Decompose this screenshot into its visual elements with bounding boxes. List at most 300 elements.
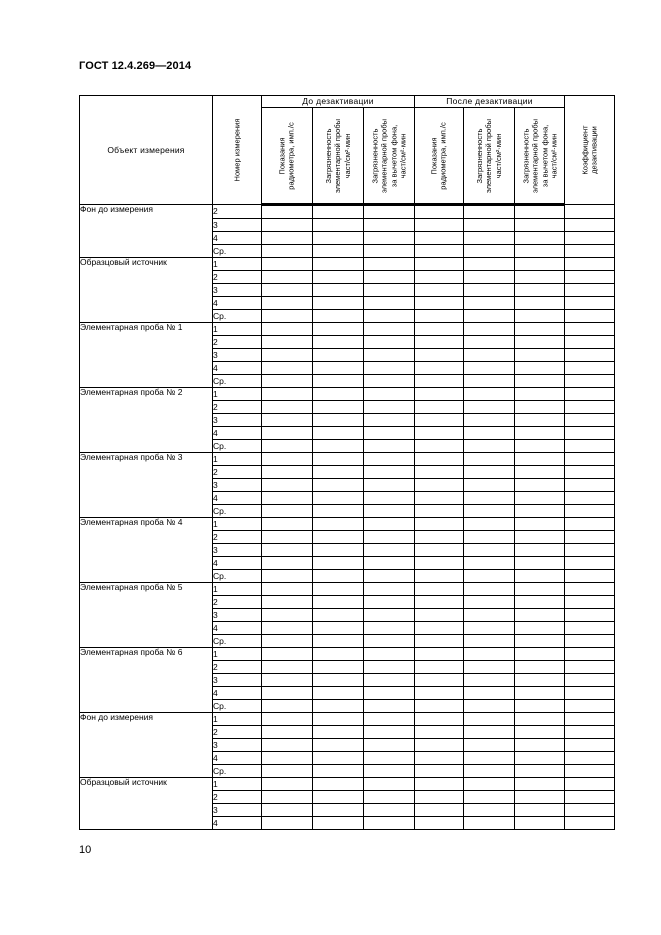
empty-value-cell (565, 752, 615, 765)
empty-value-cell (515, 661, 565, 674)
empty-value-cell (364, 336, 415, 349)
empty-value-cell (415, 297, 464, 310)
empty-value-cell (262, 661, 313, 674)
empty-value-cell (515, 674, 565, 687)
empty-value-cell (515, 323, 565, 336)
measurement-number-cell: 1 (213, 453, 262, 466)
empty-value-cell (464, 427, 515, 440)
empty-value-cell (464, 479, 515, 492)
empty-value-cell (515, 635, 565, 648)
empty-value-cell (464, 440, 515, 453)
empty-value-cell (364, 791, 415, 804)
empty-value-cell (415, 570, 464, 583)
empty-value-cell (515, 453, 565, 466)
empty-value-cell (364, 635, 415, 648)
empty-value-cell (262, 336, 313, 349)
empty-value-cell (515, 388, 565, 401)
empty-value-cell (262, 752, 313, 765)
empty-value-cell (565, 765, 615, 778)
empty-value-cell (464, 388, 515, 401)
header-coefficient-label: Коэффициент дезактивации (580, 125, 599, 175)
empty-value-cell (364, 622, 415, 635)
empty-value-cell (565, 726, 615, 739)
empty-value-cell (262, 518, 313, 531)
empty-value-cell (313, 427, 364, 440)
empty-value-cell (313, 401, 364, 414)
empty-value-cell (565, 674, 615, 687)
empty-value-cell (415, 219, 464, 232)
empty-value-cell (464, 271, 515, 284)
empty-value-cell (262, 778, 313, 791)
empty-value-cell (515, 596, 565, 609)
measurement-number-cell: 4 (213, 557, 262, 570)
empty-value-cell (262, 622, 313, 635)
measurement-number-cell: 3 (213, 219, 262, 232)
empty-value-cell (415, 349, 464, 362)
empty-value-cell (565, 440, 615, 453)
empty-value-cell (415, 765, 464, 778)
empty-value-cell (415, 232, 464, 245)
empty-value-cell (515, 414, 565, 427)
empty-value-cell (415, 804, 464, 817)
empty-value-cell (313, 609, 364, 622)
measurement-number-cell: 1 (213, 323, 262, 336)
empty-value-cell (565, 388, 615, 401)
empty-value-cell (464, 687, 515, 700)
empty-value-cell (313, 205, 364, 219)
empty-value-cell (515, 297, 565, 310)
measurement-number-cell: 3 (213, 739, 262, 752)
empty-value-cell (415, 557, 464, 570)
empty-value-cell (464, 609, 515, 622)
table-row (80, 778, 615, 791)
empty-value-cell (515, 752, 565, 765)
empty-value-cell (262, 310, 313, 323)
empty-value-cell (262, 531, 313, 544)
empty-value-cell (313, 492, 364, 505)
empty-value-cell (565, 492, 615, 505)
empty-value-cell (262, 635, 313, 648)
empty-value-cell (565, 687, 615, 700)
empty-value-cell (464, 401, 515, 414)
empty-value-cell (364, 401, 415, 414)
empty-value-cell (313, 388, 364, 401)
empty-value-cell (565, 414, 615, 427)
empty-value-cell (262, 258, 313, 271)
measurement-number-cell: 3 (213, 284, 262, 297)
empty-value-cell (515, 219, 565, 232)
empty-value-cell (364, 661, 415, 674)
empty-value-cell (313, 778, 364, 791)
empty-value-cell (565, 284, 615, 297)
object-name-cell: Элементарная проба № 4 (80, 518, 213, 583)
empty-value-cell (515, 205, 565, 219)
measurement-number-cell: 1 (213, 388, 262, 401)
empty-value-cell (515, 817, 565, 830)
empty-value-cell (415, 492, 464, 505)
header-before-net-contamination: Загрязненность элементарной пробы за вычетом фона, част/см²·мин (364, 108, 415, 205)
document-code: ГОСТ 12.4.269—2014 (79, 60, 192, 72)
empty-value-cell (464, 765, 515, 778)
empty-value-cell (262, 440, 313, 453)
empty-value-cell (464, 635, 515, 648)
measurement-number-cell: Ср. (213, 765, 262, 778)
empty-value-cell (565, 778, 615, 791)
empty-value-cell (565, 505, 615, 518)
empty-value-cell (313, 518, 364, 531)
empty-value-cell (464, 739, 515, 752)
empty-value-cell (364, 492, 415, 505)
table-row (80, 258, 615, 271)
measurement-number-cell: 4 (213, 687, 262, 700)
measurement-number-cell: 3 (213, 804, 262, 817)
empty-value-cell (313, 219, 364, 232)
empty-value-cell (262, 401, 313, 414)
measurement-number-cell: 3 (213, 609, 262, 622)
empty-value-cell (364, 596, 415, 609)
empty-value-cell (364, 817, 415, 830)
empty-value-cell (364, 219, 415, 232)
measurement-number-cell: 4 (213, 232, 262, 245)
empty-value-cell (313, 323, 364, 336)
empty-value-cell (313, 622, 364, 635)
empty-value-cell (364, 804, 415, 817)
empty-value-cell (515, 739, 565, 752)
empty-value-cell (415, 648, 464, 661)
empty-value-cell (464, 804, 515, 817)
empty-value-cell (464, 349, 515, 362)
empty-value-cell (262, 492, 313, 505)
empty-value-cell (262, 232, 313, 245)
empty-value-cell (262, 245, 313, 258)
empty-value-cell (364, 479, 415, 492)
header-after-net-contamination: Загрязненность элементарной пробы за вычетом фона, част/см²·мин (515, 108, 565, 205)
empty-value-cell (415, 817, 464, 830)
empty-value-cell (364, 323, 415, 336)
empty-value-cell (415, 245, 464, 258)
empty-value-cell (565, 336, 615, 349)
empty-value-cell (364, 765, 415, 778)
empty-value-cell (565, 310, 615, 323)
empty-value-cell (262, 414, 313, 427)
measurement-number-cell: 1 (213, 648, 262, 661)
empty-value-cell (364, 648, 415, 661)
empty-value-cell (565, 297, 615, 310)
header-before-readings: Показания радиометра, имп./с (262, 108, 313, 205)
empty-value-cell (364, 440, 415, 453)
empty-value-cell (364, 453, 415, 466)
empty-value-cell (464, 323, 515, 336)
empty-value-cell (364, 258, 415, 271)
empty-value-cell (464, 531, 515, 544)
empty-value-cell (565, 804, 615, 817)
empty-value-cell (464, 752, 515, 765)
empty-value-cell (565, 427, 615, 440)
empty-value-cell (262, 609, 313, 622)
empty-value-cell (565, 219, 615, 232)
measurement-number-cell: 2 (213, 336, 262, 349)
object-name-cell: Элементарная проба № 2 (80, 388, 213, 453)
empty-value-cell (464, 570, 515, 583)
object-name-cell: Элементарная проба № 5 (80, 583, 213, 648)
empty-value-cell (364, 570, 415, 583)
measurement-number-cell: 4 (213, 492, 262, 505)
empty-value-cell (515, 258, 565, 271)
header-group-after: После дезактивации (415, 96, 565, 108)
empty-value-cell (415, 583, 464, 596)
empty-value-cell (364, 466, 415, 479)
empty-value-cell (262, 583, 313, 596)
measurement-number-cell: 1 (213, 258, 262, 271)
empty-value-cell (262, 284, 313, 297)
empty-value-cell (364, 375, 415, 388)
empty-value-cell (464, 453, 515, 466)
empty-value-cell (464, 583, 515, 596)
measurement-number-cell: 3 (213, 544, 262, 557)
table-row (80, 453, 615, 466)
empty-value-cell (515, 648, 565, 661)
empty-value-cell (565, 453, 615, 466)
empty-value-cell (364, 245, 415, 258)
empty-value-cell (415, 362, 464, 375)
measurement-number-cell: 2 (213, 791, 262, 804)
table-row (80, 518, 615, 531)
empty-value-cell (515, 609, 565, 622)
empty-value-cell (313, 375, 364, 388)
object-name-cell: Фон до измерения (80, 205, 213, 258)
table-row (80, 205, 615, 219)
empty-value-cell (313, 700, 364, 713)
empty-value-cell (313, 232, 364, 245)
measurement-number-cell: Ср. (213, 635, 262, 648)
empty-value-cell (364, 349, 415, 362)
empty-value-cell (464, 219, 515, 232)
empty-value-cell (313, 726, 364, 739)
empty-value-cell (515, 583, 565, 596)
measurement-number-cell: 2 (213, 205, 262, 219)
empty-value-cell (515, 518, 565, 531)
empty-value-cell (565, 570, 615, 583)
empty-value-cell (313, 453, 364, 466)
empty-value-cell (415, 427, 464, 440)
empty-value-cell (415, 310, 464, 323)
empty-value-cell (262, 375, 313, 388)
empty-value-cell (565, 531, 615, 544)
empty-value-cell (415, 323, 464, 336)
empty-value-cell (515, 765, 565, 778)
object-name-cell: Образцовый источник (80, 258, 213, 323)
empty-value-cell (415, 791, 464, 804)
empty-value-cell (515, 440, 565, 453)
empty-value-cell (565, 375, 615, 388)
empty-value-cell (364, 609, 415, 622)
empty-value-cell (364, 284, 415, 297)
empty-value-cell (415, 596, 464, 609)
empty-value-cell (313, 804, 364, 817)
empty-value-cell (262, 700, 313, 713)
header-measurement-number (213, 96, 262, 205)
empty-value-cell (464, 661, 515, 674)
empty-value-cell (464, 258, 515, 271)
empty-value-cell (313, 661, 364, 674)
empty-value-cell (364, 518, 415, 531)
measurement-number-cell: Ср. (213, 440, 262, 453)
empty-value-cell (313, 583, 364, 596)
object-name-cell: Элементарная проба № 3 (80, 453, 213, 518)
empty-value-cell (262, 713, 313, 726)
measurement-number-cell: 2 (213, 661, 262, 674)
empty-value-cell (464, 648, 515, 661)
empty-value-cell (565, 544, 615, 557)
empty-value-cell (464, 674, 515, 687)
empty-value-cell (515, 401, 565, 414)
empty-value-cell (364, 583, 415, 596)
empty-value-cell (262, 726, 313, 739)
measurement-number-cell: 4 (213, 752, 262, 765)
object-name-cell: Элементарная проба № 6 (80, 648, 213, 713)
empty-value-cell (565, 583, 615, 596)
empty-value-cell (565, 401, 615, 414)
empty-value-cell (415, 674, 464, 687)
empty-value-cell (364, 752, 415, 765)
empty-value-cell (565, 362, 615, 375)
empty-value-cell (364, 271, 415, 284)
empty-value-cell (313, 648, 364, 661)
empty-value-cell (262, 739, 313, 752)
empty-value-cell (464, 505, 515, 518)
empty-value-cell (515, 492, 565, 505)
empty-value-cell (313, 245, 364, 258)
measurement-number-cell: 2 (213, 271, 262, 284)
header-object: Объект измерения (80, 96, 213, 205)
empty-value-cell (415, 700, 464, 713)
measurement-number-cell: 2 (213, 531, 262, 544)
empty-value-cell (515, 557, 565, 570)
empty-value-cell (364, 297, 415, 310)
empty-value-cell (262, 791, 313, 804)
empty-value-cell (313, 544, 364, 557)
empty-value-cell (515, 427, 565, 440)
measurement-number-cell: 4 (213, 362, 262, 375)
empty-value-cell (565, 739, 615, 752)
header-coefficient (565, 96, 615, 205)
object-name-cell: Образцовый источник (80, 778, 213, 830)
empty-value-cell (415, 284, 464, 297)
empty-value-cell (464, 713, 515, 726)
empty-value-cell (464, 726, 515, 739)
empty-value-cell (262, 687, 313, 700)
empty-value-cell (464, 544, 515, 557)
empty-value-cell (464, 245, 515, 258)
empty-value-cell (415, 739, 464, 752)
empty-value-cell (464, 205, 515, 219)
empty-value-cell (262, 505, 313, 518)
empty-value-cell (415, 453, 464, 466)
empty-value-cell (565, 518, 615, 531)
empty-value-cell (565, 232, 615, 245)
empty-value-cell (415, 336, 464, 349)
empty-value-cell (565, 609, 615, 622)
empty-value-cell (464, 700, 515, 713)
empty-value-cell (565, 635, 615, 648)
measurement-number-cell: 4 (213, 297, 262, 310)
empty-value-cell (364, 205, 415, 219)
empty-value-cell (565, 258, 615, 271)
empty-value-cell (415, 609, 464, 622)
empty-value-cell (565, 596, 615, 609)
empty-value-cell (313, 713, 364, 726)
empty-value-cell (415, 414, 464, 427)
empty-value-cell (313, 297, 364, 310)
empty-value-cell (262, 765, 313, 778)
empty-value-cell (515, 271, 565, 284)
empty-value-cell (313, 271, 364, 284)
empty-value-cell (515, 505, 565, 518)
empty-value-cell (464, 414, 515, 427)
empty-value-cell (364, 232, 415, 245)
empty-value-cell (515, 700, 565, 713)
empty-value-cell (262, 817, 313, 830)
empty-value-cell (515, 284, 565, 297)
empty-value-cell (313, 752, 364, 765)
header-after-contamination: Загрязненность элементарной пробы част/см²·мин (464, 108, 515, 205)
empty-value-cell (262, 323, 313, 336)
empty-value-cell (464, 336, 515, 349)
empty-value-cell (515, 804, 565, 817)
measurement-number-cell: 1 (213, 518, 262, 531)
table-row (80, 583, 615, 596)
empty-value-cell (464, 778, 515, 791)
measurement-number-cell: 4 (213, 427, 262, 440)
empty-value-cell (515, 362, 565, 375)
empty-value-cell (415, 752, 464, 765)
empty-value-cell (262, 596, 313, 609)
empty-value-cell (415, 375, 464, 388)
empty-value-cell (364, 427, 415, 440)
empty-value-cell (313, 479, 364, 492)
empty-value-cell (262, 544, 313, 557)
object-name-cell: Элементарная проба № 1 (80, 323, 213, 388)
empty-value-cell (313, 791, 364, 804)
empty-value-cell (364, 505, 415, 518)
empty-value-cell (415, 622, 464, 635)
measurement-number-cell: 4 (213, 622, 262, 635)
empty-value-cell (464, 232, 515, 245)
empty-value-cell (415, 401, 464, 414)
empty-value-cell (262, 362, 313, 375)
empty-value-cell (262, 804, 313, 817)
empty-value-cell (262, 453, 313, 466)
empty-value-cell (415, 713, 464, 726)
empty-value-cell (313, 505, 364, 518)
empty-value-cell (464, 310, 515, 323)
empty-value-cell (515, 687, 565, 700)
empty-value-cell (313, 635, 364, 648)
empty-value-cell (565, 713, 615, 726)
measurement-number-cell: 2 (213, 466, 262, 479)
empty-value-cell (515, 713, 565, 726)
empty-value-cell (364, 414, 415, 427)
empty-value-cell (565, 271, 615, 284)
empty-value-cell (415, 505, 464, 518)
empty-value-cell (515, 375, 565, 388)
empty-value-cell (464, 817, 515, 830)
empty-value-cell (565, 245, 615, 258)
measurement-number-cell: Ср. (213, 700, 262, 713)
empty-value-cell (313, 440, 364, 453)
empty-value-cell (565, 323, 615, 336)
empty-value-cell (364, 674, 415, 687)
